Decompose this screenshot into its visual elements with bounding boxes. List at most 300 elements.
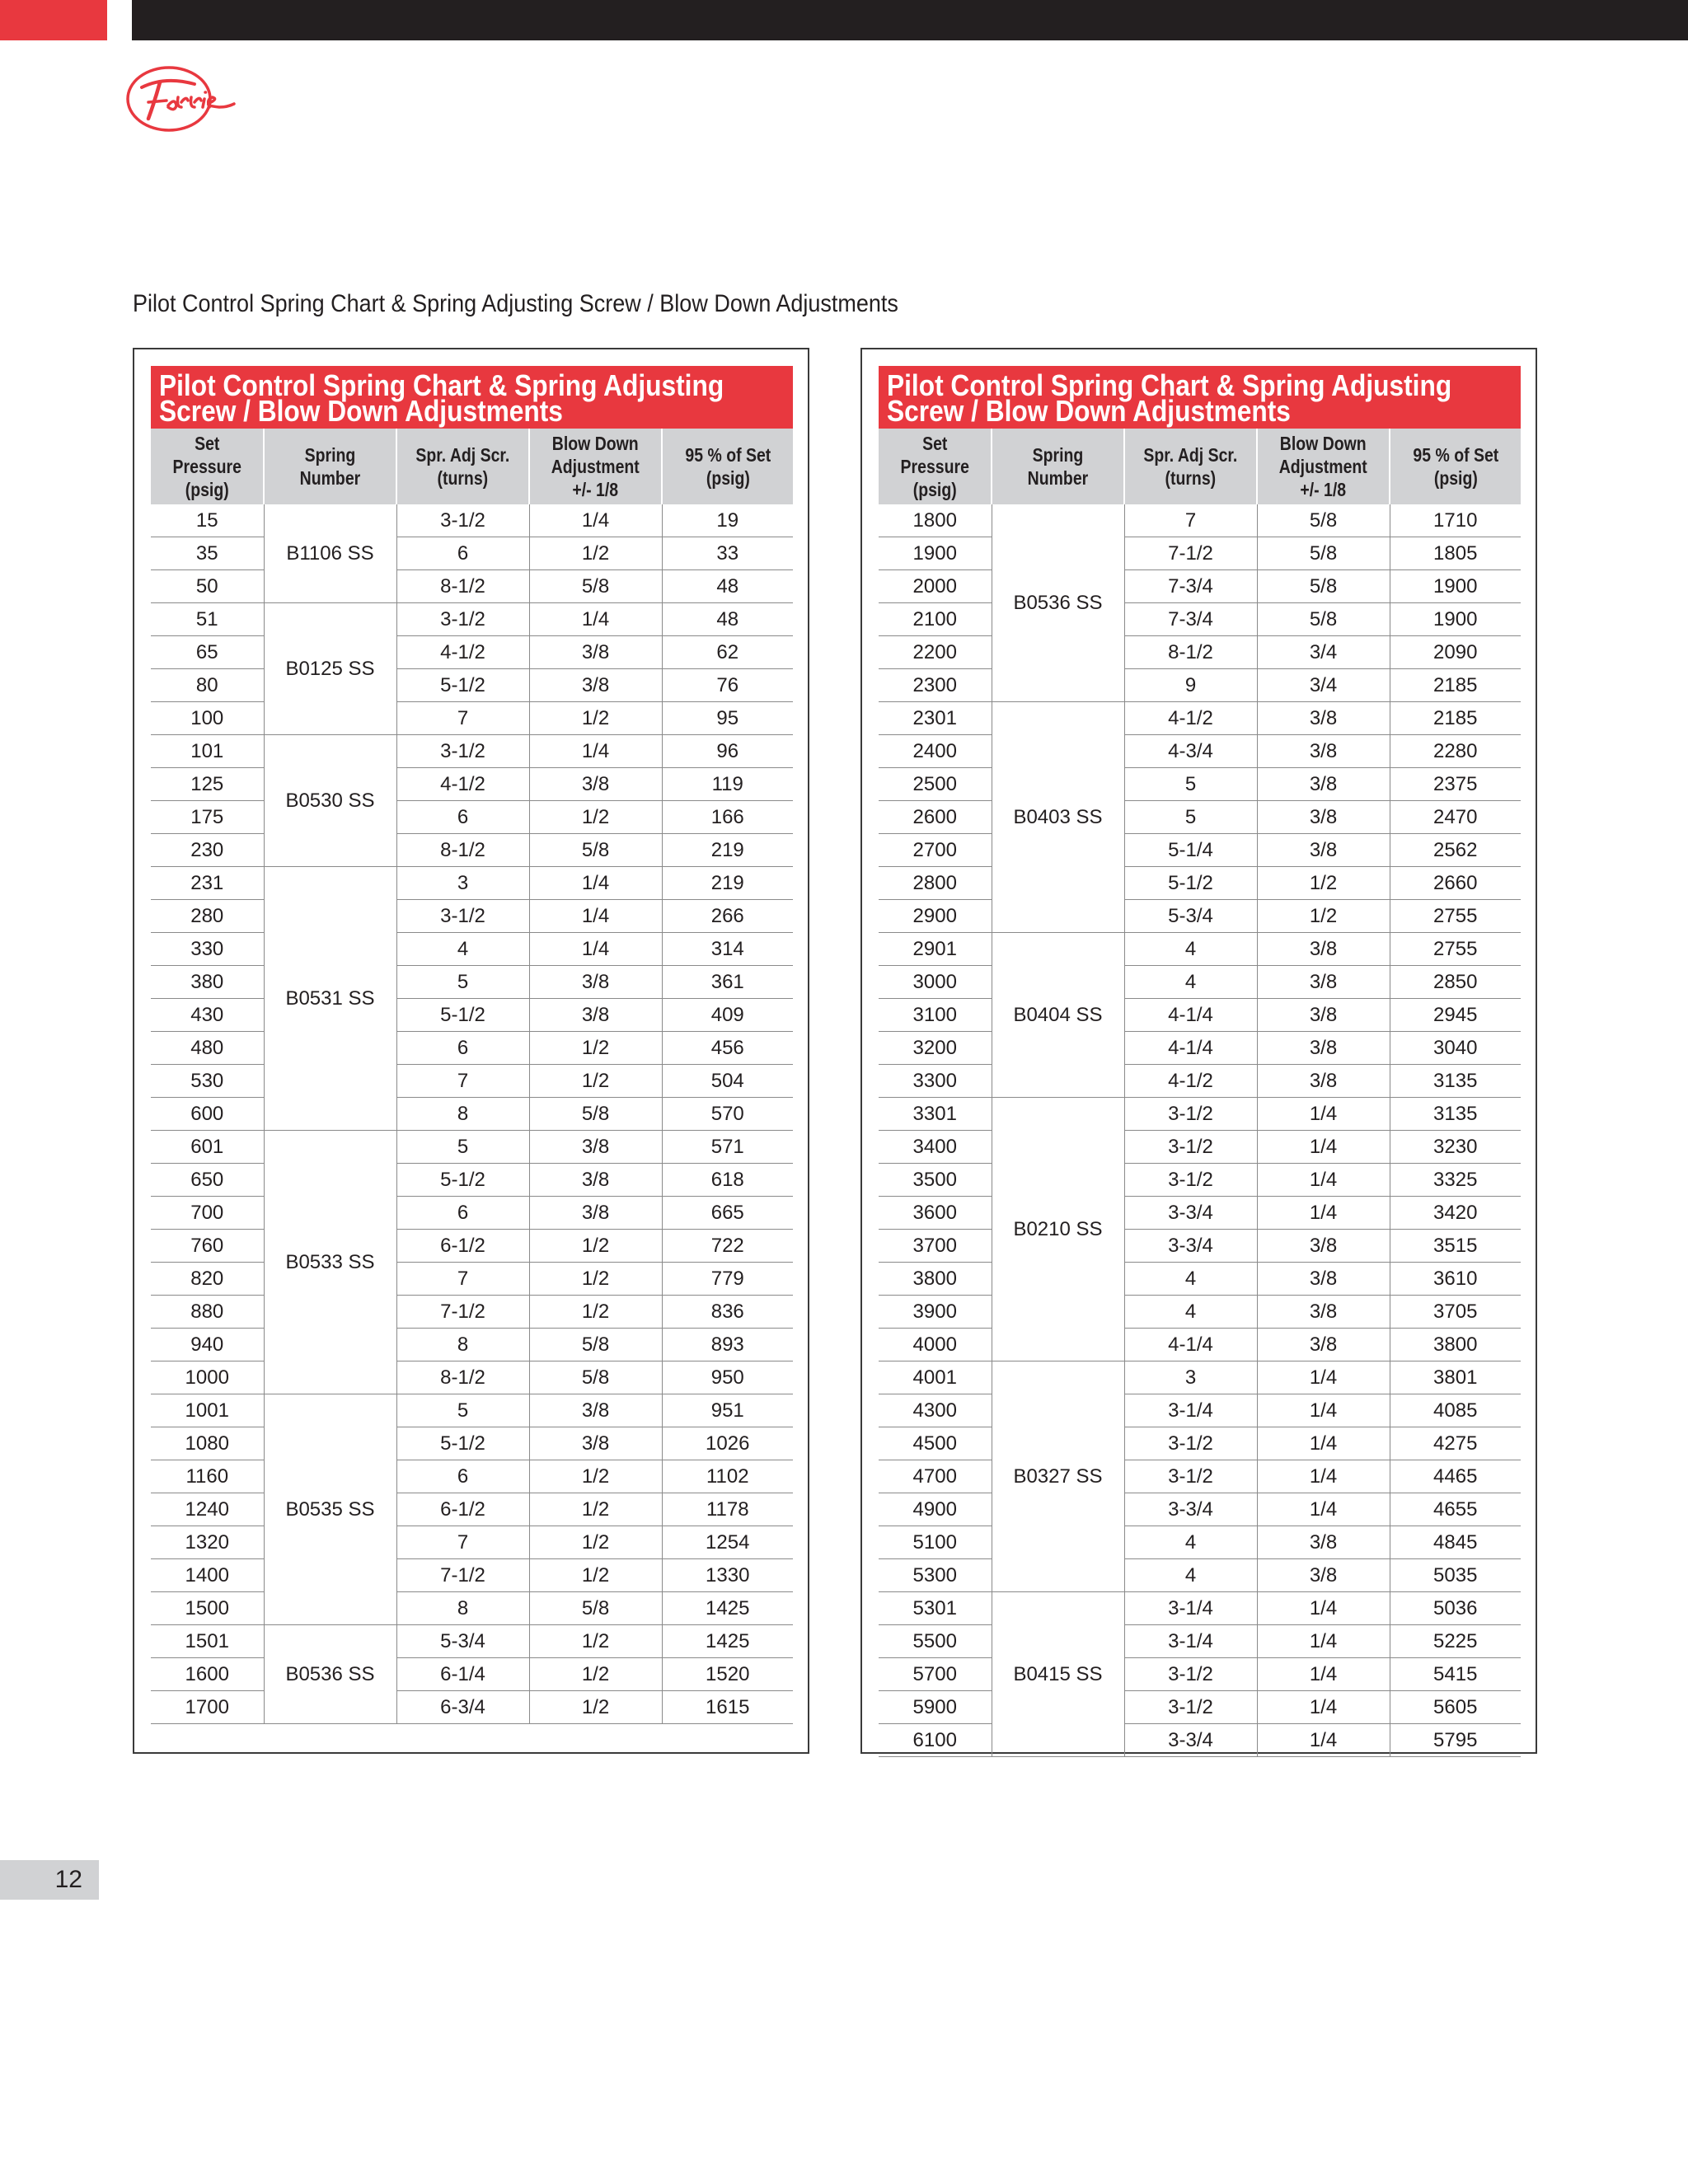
adj-screw-turns-cell: 4 xyxy=(1124,933,1257,966)
set-pressure-cell: 1001 xyxy=(151,1394,264,1427)
set-pressure-cell: 1400 xyxy=(151,1559,264,1592)
table-row xyxy=(151,834,793,867)
adj-screw-turns-cell: 4 xyxy=(1124,966,1257,999)
percent-of-set-cell: 1520 xyxy=(662,1658,793,1691)
adj-screw-turns-cell: 5-1/2 xyxy=(396,999,529,1032)
column-header-text: (psig) xyxy=(185,479,229,500)
column-header xyxy=(396,429,529,504)
table-row xyxy=(879,1098,1521,1131)
table-row xyxy=(151,1493,793,1526)
percent-of-set-cell: 3135 xyxy=(1390,1065,1521,1098)
blow-down-cell: 3/8 xyxy=(1257,1065,1390,1098)
percent-of-set-cell: 779 xyxy=(662,1263,793,1296)
adj-screw-turns-cell: 4-1/2 xyxy=(1124,1065,1257,1098)
set-pressure-cell: 101 xyxy=(151,735,264,768)
blow-down-cell: 1/4 xyxy=(1257,1197,1390,1230)
set-pressure-cell: 1500 xyxy=(151,1592,264,1625)
table-row xyxy=(879,933,1521,966)
column-header-text: (psig) xyxy=(1433,467,1478,489)
blow-down-cell: 3/8 xyxy=(1257,1230,1390,1263)
table-header-row xyxy=(879,429,1521,504)
adj-screw-turns-cell: 5-3/4 xyxy=(396,1625,529,1658)
blow-down-cell: 3/8 xyxy=(529,669,662,702)
table-title-line1: Pilot Control Spring Chart & Spring Adjusting xyxy=(159,368,724,402)
blow-down-cell: 1/4 xyxy=(529,504,662,537)
blow-down-cell: 3/8 xyxy=(1257,735,1390,768)
set-pressure-cell: 1700 xyxy=(151,1691,264,1724)
column-header-text: (turns) xyxy=(437,467,489,489)
adj-screw-turns-cell: 6-1/4 xyxy=(396,1658,529,1691)
table-row xyxy=(151,1526,793,1559)
spring-chart-panel-right xyxy=(860,348,1537,1754)
table-row xyxy=(151,1427,793,1460)
adj-screw-turns-cell: 8-1/2 xyxy=(396,1361,529,1394)
percent-of-set-cell: 5035 xyxy=(1390,1559,1521,1592)
blow-down-cell: 3/8 xyxy=(1257,1296,1390,1329)
percent-of-set-cell: 5795 xyxy=(1390,1724,1521,1757)
table-row xyxy=(879,735,1521,768)
adj-screw-turns-cell: 6-3/4 xyxy=(396,1691,529,1724)
table-row xyxy=(879,1460,1521,1493)
adj-screw-turns-cell: 3-1/2 xyxy=(1124,1164,1257,1197)
blow-down-cell: 1/4 xyxy=(529,603,662,636)
set-pressure-cell: 2400 xyxy=(879,735,992,768)
percent-of-set-cell: 4655 xyxy=(1390,1493,1521,1526)
table-banner xyxy=(879,366,1521,429)
adj-screw-turns-cell: 8-1/2 xyxy=(396,570,529,603)
set-pressure-cell: 650 xyxy=(151,1164,264,1197)
set-pressure-cell: 4500 xyxy=(879,1427,992,1460)
percent-of-set-cell: 665 xyxy=(662,1197,793,1230)
adj-screw-turns-cell: 7 xyxy=(396,1526,529,1559)
spring-table xyxy=(879,429,1521,1757)
adj-screw-turns-cell: 5-1/2 xyxy=(1124,867,1257,900)
percent-of-set-cell: 2755 xyxy=(1390,933,1521,966)
set-pressure-cell: 3900 xyxy=(879,1296,992,1329)
blow-down-cell: 1/2 xyxy=(529,1263,662,1296)
percent-of-set-cell: 951 xyxy=(662,1394,793,1427)
blow-down-cell: 1/4 xyxy=(1257,1427,1390,1460)
table-row xyxy=(151,702,793,735)
percent-of-set-cell: 1330 xyxy=(662,1559,793,1592)
set-pressure-cell: 2500 xyxy=(879,768,992,801)
set-pressure-cell: 3100 xyxy=(879,999,992,1032)
blow-down-cell: 3/8 xyxy=(529,1394,662,1427)
table-row xyxy=(879,1493,1521,1526)
spring-number-cell: B0404 SS xyxy=(992,933,1124,1098)
blow-down-cell: 1/2 xyxy=(529,1658,662,1691)
percent-of-set-cell: 504 xyxy=(662,1065,793,1098)
percent-of-set-cell: 4845 xyxy=(1390,1526,1521,1559)
set-pressure-cell: 65 xyxy=(151,636,264,669)
set-pressure-cell: 35 xyxy=(151,537,264,570)
percent-of-set-cell: 722 xyxy=(662,1230,793,1263)
set-pressure-cell: 3500 xyxy=(879,1164,992,1197)
blow-down-cell: 3/8 xyxy=(1257,1263,1390,1296)
header-bar xyxy=(132,0,1688,40)
table-row xyxy=(879,1296,1521,1329)
adj-screw-turns-cell: 7-1/2 xyxy=(396,1559,529,1592)
table-row xyxy=(879,1065,1521,1098)
adj-screw-turns-cell: 5-1/4 xyxy=(1124,834,1257,867)
percent-of-set-cell: 48 xyxy=(662,570,793,603)
adj-screw-turns-cell: 7-1/2 xyxy=(1124,537,1257,570)
table-row xyxy=(879,1032,1521,1065)
adj-screw-turns-cell: 3-1/2 xyxy=(1124,1427,1257,1460)
adj-screw-turns-cell: 6-1/2 xyxy=(396,1230,529,1263)
set-pressure-cell: 2600 xyxy=(879,801,992,834)
spring-chart-panel-left xyxy=(133,348,809,1754)
percent-of-set-cell: 893 xyxy=(662,1329,793,1361)
blow-down-cell: 1/2 xyxy=(529,1526,662,1559)
percent-of-set-cell: 1178 xyxy=(662,1493,793,1526)
blow-down-cell: 3/8 xyxy=(1257,1032,1390,1065)
blow-down-cell: 1/4 xyxy=(1257,1098,1390,1131)
column-header xyxy=(879,429,992,504)
blow-down-cell: 3/8 xyxy=(529,768,662,801)
table-row xyxy=(879,1197,1521,1230)
adj-screw-turns-cell: 5-1/2 xyxy=(396,1164,529,1197)
set-pressure-cell: 3200 xyxy=(879,1032,992,1065)
set-pressure-cell: 700 xyxy=(151,1197,264,1230)
adj-screw-turns-cell: 7 xyxy=(396,1263,529,1296)
column-header xyxy=(662,429,793,504)
blow-down-cell: 3/8 xyxy=(529,1197,662,1230)
percent-of-set-cell: 219 xyxy=(662,867,793,900)
table-row xyxy=(151,1230,793,1263)
table-row xyxy=(879,1361,1521,1394)
adj-screw-turns-cell: 5 xyxy=(396,1131,529,1164)
percent-of-set-cell: 2660 xyxy=(1390,867,1521,900)
adj-screw-turns-cell: 3-1/2 xyxy=(1124,1131,1257,1164)
blow-down-cell: 1/4 xyxy=(1257,1361,1390,1394)
blow-down-cell: 1/4 xyxy=(1257,1658,1390,1691)
adj-screw-turns-cell: 5 xyxy=(1124,801,1257,834)
percent-of-set-cell: 2090 xyxy=(1390,636,1521,669)
set-pressure-cell: 51 xyxy=(151,603,264,636)
table-row xyxy=(879,1658,1521,1691)
adj-screw-turns-cell: 5 xyxy=(1124,768,1257,801)
percent-of-set-cell: 1900 xyxy=(1390,570,1521,603)
blow-down-cell: 1/2 xyxy=(529,1460,662,1493)
column-header-text: Number xyxy=(299,467,361,489)
spring-number-cell: B1106 SS xyxy=(264,504,396,603)
set-pressure-cell: 480 xyxy=(151,1032,264,1065)
column-header-text: (psig) xyxy=(912,479,957,500)
blow-down-cell: 1/2 xyxy=(529,1032,662,1065)
adj-screw-turns-cell: 5-1/2 xyxy=(396,1427,529,1460)
blow-down-cell: 3/8 xyxy=(1257,768,1390,801)
column-header-text: Spr. Adj Scr. xyxy=(415,444,510,466)
adj-screw-turns-cell: 6 xyxy=(396,537,529,570)
table-row xyxy=(879,1724,1521,1757)
set-pressure-cell: 5300 xyxy=(879,1559,992,1592)
table-row xyxy=(879,900,1521,933)
blow-down-cell: 5/8 xyxy=(1257,570,1390,603)
adj-screw-turns-cell: 7-3/4 xyxy=(1124,570,1257,603)
percent-of-set-cell: 166 xyxy=(662,801,793,834)
set-pressure-cell: 2000 xyxy=(879,570,992,603)
page-title: Pilot Control Spring Chart & Spring Adjusting Screw / Blow Down Adjustments xyxy=(133,290,898,317)
percent-of-set-cell: 836 xyxy=(662,1296,793,1329)
adj-screw-turns-cell: 3-1/4 xyxy=(1124,1625,1257,1658)
adj-screw-turns-cell: 3-1/2 xyxy=(1124,1658,1257,1691)
set-pressure-cell: 3000 xyxy=(879,966,992,999)
set-pressure-cell: 4001 xyxy=(879,1361,992,1394)
set-pressure-cell: 2200 xyxy=(879,636,992,669)
blow-down-cell: 1/2 xyxy=(529,1559,662,1592)
blow-down-cell: 1/4 xyxy=(529,867,662,900)
adj-screw-turns-cell: 6-1/2 xyxy=(396,1493,529,1526)
table-row xyxy=(151,570,793,603)
set-pressure-cell: 820 xyxy=(151,1263,264,1296)
blow-down-cell: 1/2 xyxy=(529,702,662,735)
spring-number-cell: B0403 SS xyxy=(992,702,1124,933)
column-header-text: +/- 1/8 xyxy=(1300,479,1347,500)
percent-of-set-cell: 1254 xyxy=(662,1526,793,1559)
table-row xyxy=(151,966,793,999)
column-header-text: (turns) xyxy=(1165,467,1217,489)
table-row xyxy=(879,537,1521,570)
spring-table xyxy=(151,429,793,1724)
table-row xyxy=(151,1691,793,1724)
percent-of-set-cell: 1425 xyxy=(662,1625,793,1658)
percent-of-set-cell: 33 xyxy=(662,537,793,570)
column-header-text: Number xyxy=(1027,467,1089,489)
set-pressure-cell: 3600 xyxy=(879,1197,992,1230)
table-row xyxy=(879,801,1521,834)
column-header-text: +/- 1/8 xyxy=(572,479,619,500)
table-row xyxy=(879,867,1521,900)
table-row xyxy=(879,1164,1521,1197)
set-pressure-cell: 230 xyxy=(151,834,264,867)
set-pressure-cell: 760 xyxy=(151,1230,264,1263)
percent-of-set-cell: 2850 xyxy=(1390,966,1521,999)
percent-of-set-cell: 3610 xyxy=(1390,1263,1521,1296)
table-row xyxy=(879,1691,1521,1724)
percent-of-set-cell: 1425 xyxy=(662,1592,793,1625)
set-pressure-cell: 4000 xyxy=(879,1329,992,1361)
set-pressure-cell: 330 xyxy=(151,933,264,966)
table-row xyxy=(879,504,1521,537)
percent-of-set-cell: 570 xyxy=(662,1098,793,1131)
adj-screw-turns-cell: 3-1/4 xyxy=(1124,1592,1257,1625)
set-pressure-cell: 2800 xyxy=(879,867,992,900)
blow-down-cell: 3/4 xyxy=(1257,669,1390,702)
percent-of-set-cell: 3800 xyxy=(1390,1329,1521,1361)
percent-of-set-cell: 2945 xyxy=(1390,999,1521,1032)
blow-down-cell: 3/8 xyxy=(1257,1329,1390,1361)
blow-down-cell: 5/8 xyxy=(529,1361,662,1394)
set-pressure-cell: 175 xyxy=(151,801,264,834)
table-row xyxy=(151,1032,793,1065)
blow-down-cell: 3/8 xyxy=(529,966,662,999)
column-header-text: Spr. Adj Scr. xyxy=(1143,444,1238,466)
adj-screw-turns-cell: 5-1/2 xyxy=(396,669,529,702)
blow-down-cell: 3/8 xyxy=(1257,999,1390,1032)
blow-down-cell: 3/4 xyxy=(1257,636,1390,669)
percent-of-set-cell: 2755 xyxy=(1390,900,1521,933)
column-header xyxy=(1390,429,1521,504)
adj-screw-turns-cell: 3-1/4 xyxy=(1124,1394,1257,1427)
percent-of-set-cell: 3230 xyxy=(1390,1131,1521,1164)
set-pressure-cell: 1080 xyxy=(151,1427,264,1460)
table-row xyxy=(879,1526,1521,1559)
adj-screw-turns-cell: 4-1/2 xyxy=(1124,702,1257,735)
set-pressure-cell: 4900 xyxy=(879,1493,992,1526)
percent-of-set-cell: 3515 xyxy=(1390,1230,1521,1263)
table-row xyxy=(879,834,1521,867)
percent-of-set-cell: 219 xyxy=(662,834,793,867)
set-pressure-cell: 3400 xyxy=(879,1131,992,1164)
adj-screw-turns-cell: 4 xyxy=(396,933,529,966)
set-pressure-cell: 1000 xyxy=(151,1361,264,1394)
adj-screw-turns-cell: 4 xyxy=(1124,1526,1257,1559)
percent-of-set-cell: 1615 xyxy=(662,1691,793,1724)
blow-down-cell: 1/2 xyxy=(529,1625,662,1658)
blow-down-cell: 5/8 xyxy=(529,1592,662,1625)
spring-number-cell: B0327 SS xyxy=(992,1361,1124,1592)
adj-screw-turns-cell: 8 xyxy=(396,1329,529,1361)
adj-screw-turns-cell: 4 xyxy=(1124,1296,1257,1329)
table-row xyxy=(879,669,1521,702)
set-pressure-cell: 2700 xyxy=(879,834,992,867)
table-row xyxy=(151,867,793,900)
spring-number-cell: B0533 SS xyxy=(264,1131,396,1394)
blow-down-cell: 1/2 xyxy=(529,1065,662,1098)
adj-screw-turns-cell: 4-1/2 xyxy=(396,768,529,801)
adj-screw-turns-cell: 6 xyxy=(396,1197,529,1230)
set-pressure-cell: 15 xyxy=(151,504,264,537)
table-row xyxy=(151,1098,793,1131)
blow-down-cell: 5/8 xyxy=(1257,603,1390,636)
percent-of-set-cell: 3325 xyxy=(1390,1164,1521,1197)
blow-down-cell: 1/2 xyxy=(529,1296,662,1329)
blow-down-cell: 5/8 xyxy=(529,1098,662,1131)
column-header xyxy=(992,429,1124,504)
percent-of-set-cell: 4085 xyxy=(1390,1394,1521,1427)
blow-down-cell: 3/8 xyxy=(529,1427,662,1460)
set-pressure-cell: 1900 xyxy=(879,537,992,570)
table-row xyxy=(879,1592,1521,1625)
table-row xyxy=(151,669,793,702)
percent-of-set-cell: 456 xyxy=(662,1032,793,1065)
table-row xyxy=(879,1131,1521,1164)
table-row xyxy=(151,900,793,933)
percent-of-set-cell: 3135 xyxy=(1390,1098,1521,1131)
adj-screw-turns-cell: 4 xyxy=(1124,1559,1257,1592)
percent-of-set-cell: 19 xyxy=(662,504,793,537)
adj-screw-turns-cell: 3-1/2 xyxy=(396,603,529,636)
blow-down-cell: 1/2 xyxy=(1257,867,1390,900)
percent-of-set-cell: 1710 xyxy=(1390,504,1521,537)
percent-of-set-cell: 1102 xyxy=(662,1460,793,1493)
table-title-line1: Pilot Control Spring Chart & Spring Adjusting xyxy=(887,368,1452,402)
blow-down-cell: 1/4 xyxy=(529,735,662,768)
table-title-line2: Screw / Blow Down Adjustments xyxy=(887,394,1291,428)
column-header xyxy=(1124,429,1257,504)
header-accent-bar xyxy=(0,0,107,40)
percent-of-set-cell: 5415 xyxy=(1390,1658,1521,1691)
table-row xyxy=(879,1427,1521,1460)
percent-of-set-cell: 2185 xyxy=(1390,702,1521,735)
set-pressure-cell: 2301 xyxy=(879,702,992,735)
column-header-text: Spring xyxy=(1032,444,1084,466)
blow-down-cell: 3/8 xyxy=(1257,834,1390,867)
column-header-text: Adjustment xyxy=(551,456,640,477)
set-pressure-cell: 50 xyxy=(151,570,264,603)
adj-screw-turns-cell: 6 xyxy=(396,1460,529,1493)
percent-of-set-cell: 5225 xyxy=(1390,1625,1521,1658)
blow-down-cell: 1/4 xyxy=(1257,1592,1390,1625)
column-header-text: Set xyxy=(921,433,948,454)
blow-down-cell: 1/4 xyxy=(529,900,662,933)
blow-down-cell: 1/4 xyxy=(529,933,662,966)
table-row xyxy=(879,570,1521,603)
spring-number-cell: B0536 SS xyxy=(992,504,1124,702)
set-pressure-cell: 5100 xyxy=(879,1526,992,1559)
adj-screw-turns-cell: 3-3/4 xyxy=(1124,1493,1257,1526)
percent-of-set-cell: 314 xyxy=(662,933,793,966)
table-row xyxy=(151,1460,793,1493)
set-pressure-cell: 2100 xyxy=(879,603,992,636)
adj-screw-turns-cell: 3-1/2 xyxy=(1124,1460,1257,1493)
set-pressure-cell: 880 xyxy=(151,1296,264,1329)
percent-of-set-cell: 96 xyxy=(662,735,793,768)
percent-of-set-cell: 76 xyxy=(662,669,793,702)
adj-screw-turns-cell: 3-1/2 xyxy=(396,735,529,768)
table-row xyxy=(879,1394,1521,1427)
percent-of-set-cell: 5605 xyxy=(1390,1691,1521,1724)
blow-down-cell: 3/8 xyxy=(1257,966,1390,999)
adj-screw-turns-cell: 4-3/4 xyxy=(1124,735,1257,768)
adj-screw-turns-cell: 4-1/4 xyxy=(1124,1329,1257,1361)
set-pressure-cell: 380 xyxy=(151,966,264,999)
table-row xyxy=(879,1263,1521,1296)
adj-screw-turns-cell: 3 xyxy=(396,867,529,900)
adj-screw-turns-cell: 3-1/2 xyxy=(1124,1691,1257,1724)
blow-down-cell: 1/4 xyxy=(1257,1691,1390,1724)
blow-down-cell: 3/8 xyxy=(1257,1526,1390,1559)
set-pressure-cell: 1160 xyxy=(151,1460,264,1493)
blow-down-cell: 5/8 xyxy=(529,1329,662,1361)
spring-number-cell: B0535 SS xyxy=(264,1394,396,1625)
set-pressure-cell: 5700 xyxy=(879,1658,992,1691)
blow-down-cell: 3/8 xyxy=(1257,1559,1390,1592)
blow-down-cell: 1/4 xyxy=(1257,1164,1390,1197)
table-row xyxy=(151,1263,793,1296)
percent-of-set-cell: 95 xyxy=(662,702,793,735)
adj-screw-turns-cell: 4-1/2 xyxy=(396,636,529,669)
set-pressure-cell: 3300 xyxy=(879,1065,992,1098)
blow-down-cell: 1/4 xyxy=(1257,1625,1390,1658)
table-row xyxy=(151,1625,793,1658)
spring-number-cell: B0415 SS xyxy=(992,1592,1124,1757)
set-pressure-cell: 1240 xyxy=(151,1493,264,1526)
blow-down-cell: 5/8 xyxy=(529,834,662,867)
table-row xyxy=(879,636,1521,669)
page-number: 12 xyxy=(0,1860,99,1900)
spring-number-cell: B0536 SS xyxy=(264,1625,396,1724)
percent-of-set-cell: 409 xyxy=(662,999,793,1032)
set-pressure-cell: 1320 xyxy=(151,1526,264,1559)
table-row xyxy=(151,1065,793,1098)
table-header-row xyxy=(151,429,793,504)
set-pressure-cell: 125 xyxy=(151,768,264,801)
set-pressure-cell: 530 xyxy=(151,1065,264,1098)
adj-screw-turns-cell: 8 xyxy=(396,1098,529,1131)
blow-down-cell: 1/2 xyxy=(529,537,662,570)
